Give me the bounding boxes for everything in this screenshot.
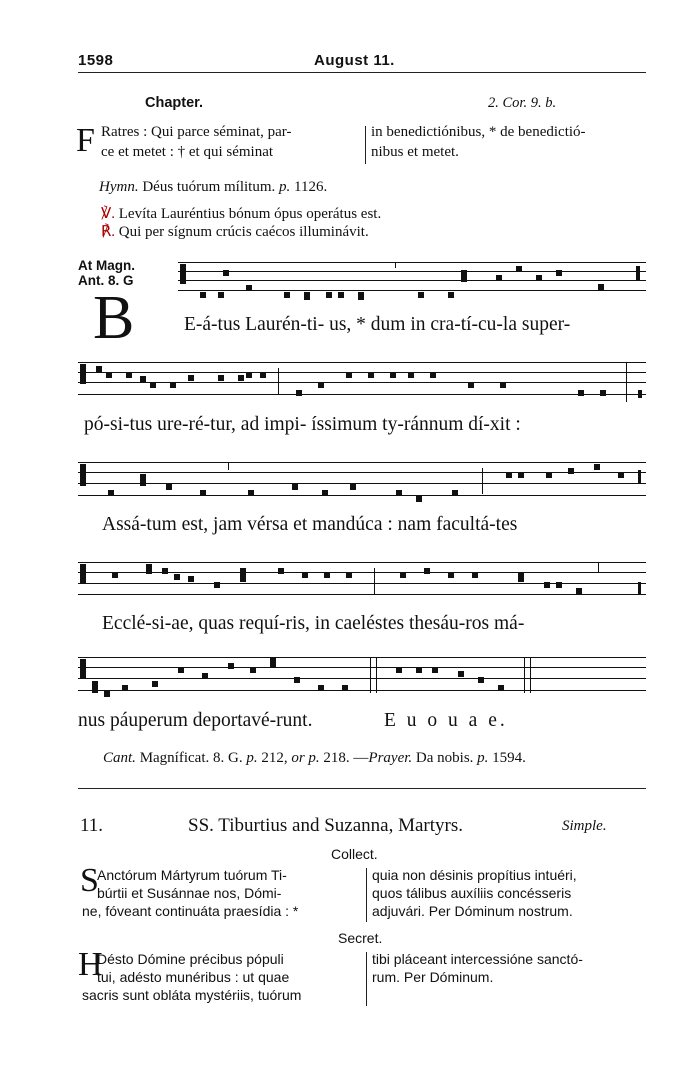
feast-title: SS. Tiburtius and Suzanna, Martyrs.	[188, 815, 463, 836]
canticle-dash: —	[353, 750, 369, 766]
canticle-page-label: p.	[246, 750, 258, 766]
collect-col2	[372, 866, 577, 920]
collect-col1	[82, 866, 299, 920]
music-staff-3	[78, 462, 646, 502]
versicle-text: Levíta Lauréntius bónum ópus operátus est.	[118, 206, 382, 222]
canticle-page2: 218.	[323, 750, 350, 766]
secret-col2-line2: rum. Per Dóminum.	[372, 969, 494, 985]
neumes-staff-4	[78, 562, 646, 602]
antiphon-label-line1: At Magn.	[78, 258, 135, 273]
versicle	[101, 204, 381, 223]
secret-col1	[82, 950, 302, 1004]
versicle-symbol: ℣.	[101, 206, 116, 222]
secret-col2-line1: tibi pláceant intercessióne sanctó-	[372, 951, 583, 967]
prayer-text: Da nobis.	[415, 750, 474, 766]
page-number: 1598	[78, 52, 114, 69]
canticle-page1: 212,	[261, 750, 288, 766]
hymn-label: Hymn.	[99, 179, 139, 195]
collect-col2-line1: quia non désinis propítius intuéri,	[372, 867, 577, 883]
music-staff-1	[178, 262, 646, 302]
collect-col2-line2: quos tálibus auxíliis concésseris	[372, 885, 572, 901]
canticle-text: Magníficat. 8. G.	[139, 750, 243, 766]
lyric-line-1: E-á-tus Laurén-ti- us, * dum in cra-tí-cu-la super-	[184, 314, 571, 335]
collect-col1-line2: búrtii et Susánnae nos, Dómi-	[97, 885, 282, 901]
music-staff-4	[78, 562, 646, 602]
lyric-line-2: pó-si-tus ure-ré-tur, ad impi- íssimum ty-ránnum dí-xit :	[84, 414, 521, 435]
secret-col1-line1: Désto Dómine précibus pópuli	[97, 951, 284, 967]
canticle-label: Cant.	[103, 750, 136, 766]
antiphon-label-line2: Ant. 8. G	[78, 273, 134, 288]
prayer-label: Prayer.	[368, 750, 413, 766]
secret-dropcap: H	[78, 946, 103, 983]
secret-col1-line3: sacris sunt obláta mystériis, tuórum	[82, 987, 302, 1003]
neumes-staff-2	[78, 362, 646, 402]
euouae: E u o u a e.	[384, 710, 508, 731]
collect-col1-line1: Anctórum Mártyrum tuórum Ti-	[97, 867, 287, 883]
hymn-page-label: p.	[279, 179, 291, 195]
hymn-line	[99, 179, 327, 196]
lyric-line-5: nus páuperum deportavé-runt.	[78, 710, 313, 731]
secret-label: Secret.	[338, 930, 383, 946]
collect-divider	[366, 868, 367, 922]
chapter-reference: 2. Cor. 9. b.	[488, 95, 557, 111]
collect-label: Collect.	[331, 846, 378, 862]
chapter-col1-line2: ce et metet : † et qui séminat	[101, 144, 274, 160]
hymn-text: Déus tuórum mílitum.	[142, 179, 276, 195]
lyric-line-4: Ecclé-si-ae, quas requí-ris, in caeléstes thesáu-ros má-	[102, 613, 525, 634]
hymn-page: 1126.	[294, 179, 328, 195]
music-staff-5	[78, 657, 646, 697]
canticle-line	[103, 750, 526, 767]
canticle-or: or	[291, 750, 305, 766]
prayer-page-label: p.	[477, 750, 489, 766]
neumes-staff-3	[78, 462, 646, 502]
canticle-page-label2: p.	[308, 750, 320, 766]
collect-col2-line3: adjuvári. Per Dóminum nostrum.	[372, 903, 573, 919]
feast-rank: Simple.	[562, 818, 607, 834]
chapter-col1-line1: Ratres : Qui parce séminat, par-	[101, 124, 292, 140]
antiphon-initial: B	[93, 284, 135, 352]
chapter-col2-line2: nibus et metet.	[371, 144, 459, 160]
music-staff-2	[78, 362, 646, 402]
neumes-staff-5	[78, 657, 646, 699]
header-rule	[78, 72, 646, 73]
chapter-col2-line1: in benedictiónibus, * de benedictió-	[371, 124, 586, 140]
collect-dropcap: S	[80, 862, 99, 899]
secret-col1-line2: tui, adésto munéribus : ut quae	[97, 969, 290, 985]
response-text: Qui per sígnum crúcis caécos illuminávit.	[118, 224, 369, 240]
feast-day: 11.	[80, 815, 104, 836]
section-rule	[78, 788, 646, 789]
prayer-page: 1594.	[492, 750, 526, 766]
secret-col2	[372, 950, 583, 986]
column-divider	[365, 126, 366, 164]
chapter-label: Chapter.	[145, 95, 204, 111]
chapter-dropcap: F	[76, 122, 95, 159]
response	[101, 222, 369, 241]
neumes-staff-1	[178, 262, 646, 302]
lyric-line-3: Assá-tum est, jam vérsa et mandúca : nam facultá-tes	[102, 514, 518, 535]
running-title: August 11.	[314, 52, 395, 69]
response-symbol: ℟.	[101, 224, 116, 240]
collect-col1-line3: ne, fóveant continuáta praesídia : *	[82, 903, 299, 919]
secret-divider	[366, 952, 367, 1006]
